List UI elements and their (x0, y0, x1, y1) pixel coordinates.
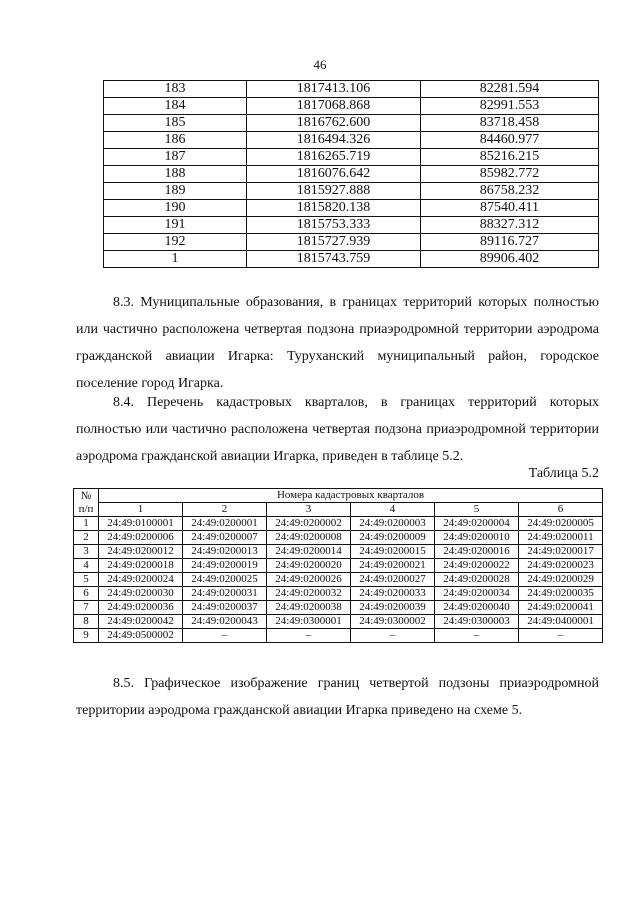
cadastral-number-cell: 24:49:0200042 (99, 615, 183, 629)
cadastral-number-cell: 24:49:0200018 (99, 559, 183, 573)
y-coordinate-cell: 89116.727 (421, 234, 599, 251)
cadastral-number-cell: 24:49:0200039 (351, 601, 435, 615)
cadastral-number-cell: 24:49:0300001 (267, 615, 351, 629)
cadastral-number-cell: 24:49:0200041 (519, 601, 603, 615)
cadastral-number-cell: 24:49:0200010 (435, 531, 519, 545)
row-number-cell: 1 (74, 517, 99, 531)
cadastral-number-cell: 24:49:0200027 (351, 573, 435, 587)
cadastral-number-cell: 24:49:0400001 (519, 615, 603, 629)
cadastral-number-cell: 24:49:0200020 (267, 559, 351, 573)
cadastral-number-cell: – (183, 629, 267, 643)
cadastral-number-cell: 24:49:0200005 (519, 517, 603, 531)
cadastral-row (74, 573, 603, 587)
point-number-cell: 188 (104, 166, 247, 183)
cadastral-number-cell: 24:49:0200006 (99, 531, 183, 545)
cadastral-number-cell: 24:49:0200001 (183, 517, 267, 531)
cadastral-number-cell: 24:49:0200026 (267, 573, 351, 587)
cadastral-number-cell: 24:49:0200030 (99, 587, 183, 601)
cadastral-row (74, 531, 603, 545)
cadastral-number-cell: 24:49:0200013 (183, 545, 267, 559)
y-coordinate-cell: 88327.312 (421, 217, 599, 234)
x-coordinate-cell: 1816494.326 (246, 132, 420, 149)
row-number-cell: 8 (74, 615, 99, 629)
paragraph-8-4-text: 8.4. Перечень кадастровых кварталов, в границах территорий которых полностью или частично расположена четвертая подзона приаэродромной территории аэродрома гражданской авиации Игарка, приведен в таблице 5.2. (76, 395, 599, 464)
cadastral-number-cell: 24:49:0200040 (435, 601, 519, 615)
cadastral-row (74, 587, 603, 601)
cadastral-number-cell: – (351, 629, 435, 643)
coords-row (104, 217, 599, 234)
cadastral-number-cell: 24:49:0200022 (435, 559, 519, 573)
cadastral-row (74, 559, 603, 573)
y-coordinate-cell: 85982.772 (421, 166, 599, 183)
coords-row (104, 115, 599, 132)
x-coordinate-cell: 1816265.719 (246, 149, 420, 166)
point-number-cell: 1 (104, 251, 247, 268)
paragraph-8-3 (76, 289, 599, 397)
column-number-header: 5 (435, 503, 519, 517)
row-number-cell: 4 (74, 559, 99, 573)
coords-row (104, 183, 599, 200)
column-number-header: 2 (183, 503, 267, 517)
cadastral-number-cell: 24:49:0200007 (183, 531, 267, 545)
table-caption: Таблица 5.2 (528, 466, 599, 481)
x-coordinate-cell: 1815927.888 (246, 183, 420, 200)
cadastral-row (74, 517, 603, 531)
cadastral-number-cell: – (519, 629, 603, 643)
coords-row (104, 200, 599, 217)
cadastral-row (74, 615, 603, 629)
point-number-cell: 190 (104, 200, 247, 217)
x-coordinate-cell: 1817413.106 (246, 81, 420, 98)
y-coordinate-cell: 82991.553 (421, 98, 599, 115)
paragraph-8-4 (76, 389, 599, 470)
point-number-cell: 184 (104, 98, 247, 115)
y-coordinate-cell: 84460.977 (421, 132, 599, 149)
cadastral-number-cell: 24:49:0200012 (99, 545, 183, 559)
cadastral-number-cell: 24:49:0300003 (435, 615, 519, 629)
header-group: Номера кадастровых кварталов (99, 489, 603, 503)
cadastral-number-cell: 24:49:0200029 (519, 573, 603, 587)
cadastral-number-cell: 24:49:0200032 (267, 587, 351, 601)
cadastral-number-cell: 24:49:0100001 (99, 517, 183, 531)
paragraph-8-5-text: 8.5. Графическое изображение границ четвертой подзоны приаэродромной территории аэродрома гражданской авиации Игарка приведено на схеме 5. (76, 676, 599, 718)
coords-row (104, 166, 599, 183)
y-coordinate-cell: 83718.458 (421, 115, 599, 132)
cadastral-number-cell: 24:49:0200028 (435, 573, 519, 587)
cadastral-number-cell: 24:49:0200014 (267, 545, 351, 559)
cadastral-number-cell: 24:49:0200025 (183, 573, 267, 587)
x-coordinate-cell: 1815727.939 (246, 234, 420, 251)
x-coordinate-cell: 1815820.138 (246, 200, 420, 217)
point-number-cell: 187 (104, 149, 247, 166)
y-coordinate-cell: 89906.402 (421, 251, 599, 268)
point-number-cell: 189 (104, 183, 247, 200)
column-number-header: 4 (351, 503, 435, 517)
cadastral-number-cell: – (435, 629, 519, 643)
cadastral-number-cell: 24:49:0200031 (183, 587, 267, 601)
x-coordinate-cell: 1816762.600 (246, 115, 420, 132)
cadastral-number-cell: 24:49:0500002 (99, 629, 183, 643)
coords-row (104, 81, 599, 98)
cadastral-number-cell: 24:49:0200038 (267, 601, 351, 615)
paragraph-8-5 (76, 670, 599, 724)
cadastral-row (74, 601, 603, 615)
cadastral-number-cell: 24:49:0200009 (351, 531, 435, 545)
cadastral-number-cell: 24:49:0200034 (435, 587, 519, 601)
cadastral-number-cell: 24:49:0300002 (351, 615, 435, 629)
header-pp-label: п/п (78, 502, 94, 515)
row-number-cell: 2 (74, 531, 99, 545)
y-coordinate-cell: 82281.594 (421, 81, 599, 98)
cadastral-row (74, 545, 603, 559)
page-number: 46 (313, 57, 327, 72)
cadastral-number-cell: 24:49:0200024 (99, 573, 183, 587)
cadastral-number-cell: 24:49:0200017 (519, 545, 603, 559)
x-coordinate-cell: 1816076.642 (246, 166, 420, 183)
point-number-cell: 186 (104, 132, 247, 149)
x-coordinate-cell: 1815753.333 (246, 217, 420, 234)
cadastral-number-cell: 24:49:0200016 (435, 545, 519, 559)
cadastral-number-cell: 24:49:0200021 (351, 559, 435, 573)
cadastral-number-cell: 24:49:0200035 (519, 587, 603, 601)
coords-row (104, 234, 599, 251)
cadastral-table (73, 488, 603, 643)
row-number-cell: 6 (74, 587, 99, 601)
x-coordinate-cell: 1817068.868 (246, 98, 420, 115)
row-number-cell: 7 (74, 601, 99, 615)
row-number-cell: 9 (74, 629, 99, 643)
header-no-label: № (80, 489, 92, 502)
cadastral-number-cell: 24:49:0200036 (99, 601, 183, 615)
row-number-cell: 3 (74, 545, 99, 559)
cadastral-number-cell: 24:49:0200023 (519, 559, 603, 573)
cadastral-number-cell: 24:49:0200008 (267, 531, 351, 545)
point-number-cell: 183 (104, 81, 247, 98)
row-number-cell: 5 (74, 573, 99, 587)
header-number (74, 489, 99, 517)
cadastral-row (74, 629, 603, 643)
cadastral-number-cell: 24:49:0200011 (519, 531, 603, 545)
cadastral-number-cell: 24:49:0200037 (183, 601, 267, 615)
column-number-header: 6 (519, 503, 603, 517)
cadastral-number-cell: 24:49:0200043 (183, 615, 267, 629)
column-number-header: 3 (267, 503, 351, 517)
column-number-header: 1 (99, 503, 183, 517)
coords-row (104, 132, 599, 149)
y-coordinate-cell: 87540.411 (421, 200, 599, 217)
coords-row (104, 251, 599, 268)
cadastral-number-cell: 24:49:0200002 (267, 517, 351, 531)
cadastral-number-cell: 24:49:0200019 (183, 559, 267, 573)
coords-row (104, 98, 599, 115)
point-number-cell: 192 (104, 234, 247, 251)
point-number-cell: 191 (104, 217, 247, 234)
cadastral-number-cell: 24:49:0200033 (351, 587, 435, 601)
paragraph-8-3-text: 8.3. Муниципальные образования, в границах территорий которых полностью или частично расположена четвертая подзона приаэродромной территории аэродрома гражданской авиации Игарка: Туруханский муниципальный район, городское поселение город Игарка. (76, 295, 599, 391)
coordinates-table (103, 80, 599, 268)
cadastral-number-cell: 24:49:0200004 (435, 517, 519, 531)
cadastral-number-cell: 24:49:0200003 (351, 517, 435, 531)
x-coordinate-cell: 1815743.759 (246, 251, 420, 268)
point-number-cell: 185 (104, 115, 247, 132)
coords-row (104, 149, 599, 166)
cadastral-number-cell: – (267, 629, 351, 643)
y-coordinate-cell: 86758.232 (421, 183, 599, 200)
y-coordinate-cell: 85216.215 (421, 149, 599, 166)
cadastral-number-cell: 24:49:0200015 (351, 545, 435, 559)
